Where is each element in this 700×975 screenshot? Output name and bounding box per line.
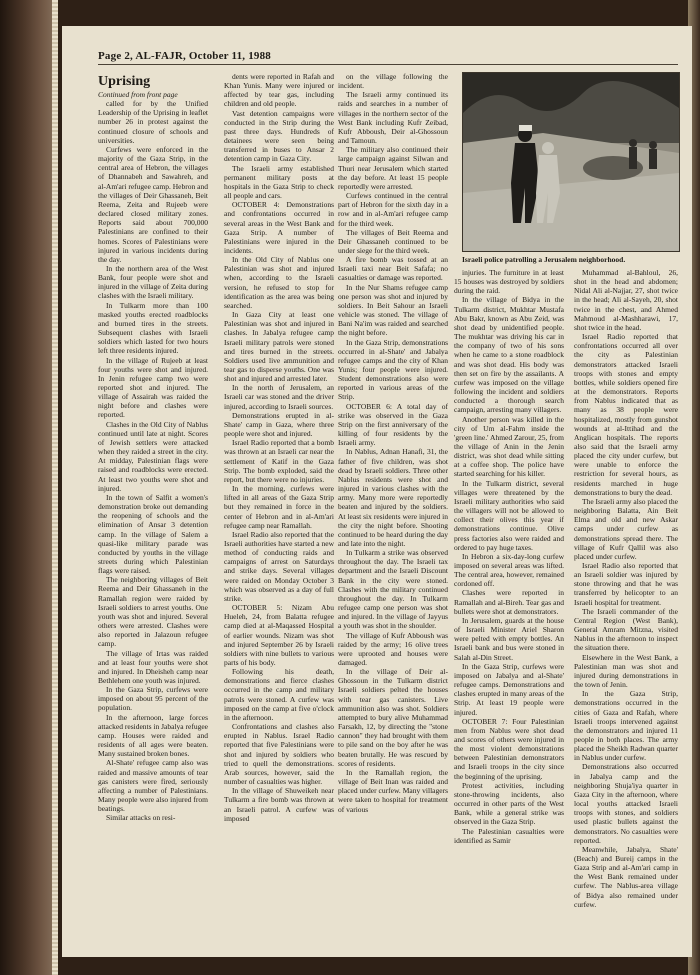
- photo-caption: Israeli police patrolling a Jerusalem neighborhood.: [462, 255, 626, 264]
- article-paragraph: In Nablus, Adnan Hanafi, 31, the father of five children, was shot dead by Israeli soldiers. Three other Nablus residents were shot and injured in various clashes with the army. Many more were reportedly beaten and injured by the soldiers. At least six residents were injured in the city the night before. Shooting continued to be heard during the day and late into the night.: [338, 447, 448, 548]
- article-paragraph: Following his death, demonstrations and fierce clashes occurred in the camp and military patrols were stoned. A curfew was imposed on the camp at five o'clock in the afternoon.: [224, 667, 334, 722]
- column-4: [454, 268, 564, 957]
- column-1-body: [98, 99, 208, 822]
- article-paragraph: In the Gaza Strip, demonstrations occurred in al-Shate' and Jabalya refugee camps and the city of Khan Yunis; four people were injured. Student demonstrations also were reported in various areas of the Strip.: [338, 337, 448, 402]
- article-paragraph: In the village of Bidya in the Tulkarm district, Mukhtar Mustafa Abu Bakr, known as Abu Zeid, was shot dead by unidentified people. The mukhtar was driving his car in the company of two of his sons when he came to a stone roadblock and was shot dead. His body was then set on fire by the assailants. A curfew was imposed on the village following the incident and soldiers conducted a thorough search campaign, arresting many villagers.: [454, 295, 564, 415]
- book-binding: [0, 0, 58, 975]
- article-paragraph: Israel Radio also reported that the Israeli authorities have started a new method of conducting raids and campaigns of arrest on Saturdays and strike days. Several villages were raided on Monday October 3 which was observed as a day of full strike.: [224, 529, 334, 603]
- article-paragraph: OCTOBER 5: Nizam Abu Hueleh, 24, from Balatta refugee camp died at al-Maqassed Hospital of earlier wounds. Nizam was shot and injured September 26 by Israeli soldiers with nine bullets to various parts of his body.: [224, 603, 334, 667]
- article-headline: Uprising: [98, 74, 151, 89]
- article-paragraph: In the Old City of Nablus one Palestinian was shot and injured when, according to the Israeli version, he refused to stop for identification as the area was being searched.: [224, 255, 334, 310]
- article-paragraph: Protest activities, including stone-throwing incidents, also occurred in other parts of the West Bank, while a general strike was observed in the Gaza Strip.: [454, 780, 564, 827]
- article-paragraph: Israel Radio also reported that an Israeli soldier was injured by stone throwing and that he was transferred by helicopter to an Israeli hospital for treatment.: [574, 561, 678, 607]
- article-paragraph: In Tulkarm a strike was observed throughout the day. The Israeli tax department and the Israeli Discount Bank in the city were stoned. Clashes with the military continued throughout the day. In Tulkarm refugee camp one person was shot and injured. In the village of Jayyus a youth was shot in the shoulder.: [338, 548, 448, 631]
- article-paragraph: Clashes were reported in Ramallah and al-Bireh. Tear gas and bullets were shot at demonstrators.: [454, 588, 564, 616]
- article-paragraph: Demonstrations erupted in al-Shate' camp in Gaza, where three people were shot and injured.: [224, 410, 334, 439]
- article-paragraph: Curfews were enforced in the majority of the Gaza Strip, in the central area of Hebron, the villages of Dhannabeh and Sawahreh, and al-Am'ari refugee camp. Hebron and the villages of Deir Ghassaneh, Beit Reema, Zeita and Rujeeb were declared closed military zones. Reports said about 700,000 Palestinians are confined to their homes. Scores of Palestinians were injured in various incidents during the day.: [98, 144, 208, 264]
- article-paragraph: The military also continued their large campaign against Silwan and Thuri near Jerusalem which started the day before. At least 15 people reportedly were arrested.: [338, 145, 448, 191]
- article-paragraph: In Jerusalem, guards at the house of Israeli Minister Ariel Sharon were pelted with empty bottles. An Israeli bank and bus were stoned in Salah al-Din Street.: [454, 615, 564, 662]
- photo-illustration: [463, 73, 679, 251]
- article-paragraph: OCTOBER 6: A total day of strike was observed in the Gaza Strip on the first anniversary of the killing of four residents by the Israeli army.: [338, 401, 448, 448]
- article-paragraph: called for by the Unified Leadership of the Uprising in leaflet number 26 in protest against the continued closure of schools and universities.: [98, 99, 208, 145]
- article-paragraph: In the northern area of the West Bank, four people were shot and injured in the village of Zeita during clashes with the Israeli military.: [98, 263, 208, 301]
- article-paragraph: A fire bomb was tossed at an Israeli taxi near Beit Safafa; no casualties or damage was reported.: [338, 255, 448, 283]
- article-paragraph: OCTOBER 4: Demonstrations and confrontations occurred in several areas in the West Bank and Gaza Strip. A number of Palestinians were injured in the incidents.: [224, 200, 334, 255]
- article-paragraph: In the north of Jerusalem, an Israeli car was stoned and the driver injured, according to Israeli sources.: [224, 383, 334, 411]
- article-paragraph: Israel Radio reported that confrontations occurred all over the city as Palestinian demonstrators attacked Israeli troops with stones and empty bottles, while soldiers opened fire at the demonstrators. Reports from Nablus indicated that as many as 38 people were hospitalized, mostly from gunshot wounds at al-Ittihad and the Anglican hospitals. The reports also said that the Israeli army placed the city under curfew, but were unable to enforce the restriction for several hours, as residents marched in huge demonstrations to bury the dead.: [574, 332, 678, 497]
- article-paragraph: The village of Kufr Abboush was raided by the army; 16 olive trees were uprooted and houses were damaged.: [338, 630, 448, 667]
- article-paragraph: In Hebron a six-day-long curfew imposed on several areas was lifted. The central area, however, remained cordoned off.: [454, 551, 564, 589]
- article-paragraph: dents were reported in Rafah and Khan Yunis. Many were injured or affected by tear gas, including children and old people.: [224, 72, 334, 109]
- article-paragraph: The Palestinian casualties were identified as Samir: [454, 826, 564, 845]
- column-3: [338, 72, 448, 942]
- article-paragraph: In Tulkarm more than 100 masked youths erected roadblocks and burned tires in the streets. Subsequent clashes with Israeli soldiers which lasted for two hours left three residents injured.: [98, 300, 208, 356]
- page-header: Page 2, AL-FAJR, October 11, 1988: [98, 50, 678, 65]
- article-paragraph: The village of Irtas was raided and at least four youths were shot and injured. In Dheisheh camp near Bethlehem one youth was injured.: [98, 648, 208, 685]
- article-paragraph: Confrontations and clashes also erupted in Nablus. Israel Radio reported that five Palestinians were shot and injured by soldiers who tried to quell the demonstrations. Arab sources, however, said the number of casualties was higher.: [224, 722, 334, 787]
- article-paragraph: In the Gaza Strip, demonstrations occurred in the cities of Gaza and Rafah, where Israeli troops intervened against the demonstrators and injured 11 people in both places. The army placed the Sheikh Radwan quarter in Nablus under curfew.: [574, 689, 678, 763]
- article-paragraph: In the village of Shuweikeh near Tulkarm a fire bomb was thrown at an Israeli patrol. A curfew was imposed: [224, 786, 334, 823]
- article-paragraph: The neighboring villages of Beit Reema and Deir Ghassaneh in the Ramallah region were raided by Israeli soldiers to arrest youths. One youth was shot and injured. Several others were arrested. Clashes were also reported in Jalazoun refugee camp.: [98, 575, 208, 649]
- column-5: [574, 268, 678, 957]
- article-paragraph: In the Gaza Strip, curfews were imposed on about 95 percent of the population.: [98, 685, 208, 713]
- article-paragraph: Another person was killed in the city of Um al-Fahm inside the 'green line.' Ahmed Zarour, 25, from the village of Anin in the Jenin district, was shot dead while sitting at a coffee shop. The police have started searching for his killer.: [454, 414, 564, 479]
- article-paragraph: In the town of Salfit a women's demonstration broke out demanding the reopening of schools and the elimination of Ansar 3 detention camp. In the village of Salem a quasi-like military parade was conducted by youths in the village streets during which Palestinian flags were raised.: [98, 492, 208, 576]
- newspaper-page: [62, 26, 692, 957]
- article-paragraph: Clashes in the Old City of Nablus continued until late at night. Scores of Jewish settlers were attacked when they raided a street in the city. At midday, Palestinian flags were raised and roadblocks were erected. At least two youths were shot and injured.: [98, 419, 208, 493]
- article-paragraph: OCTOBER 7: Four Palestinian men from Nablus were shot dead and scores of others were injured in the most violent demonstrations between Palestinian demonstrators and Israeli troops in the city since the beginning of the uprising.: [454, 716, 564, 781]
- article-paragraph: Elsewhere in the West Bank, a Palestinian man was shot and injured during demonstrations in the town of Jenin.: [574, 652, 678, 690]
- news-photo: [462, 72, 680, 264]
- article-paragraph: The Israeli army established permanent military posts at hospitals in the Gaza Strip to check all people and cars.: [224, 163, 334, 201]
- continued-note: Continued from front page: [98, 90, 178, 99]
- article-paragraph: In the Tulkarm district, several villages were threatened by the Israeli military authorities who said the villagers will not be allowed to collect their olives this year if demonstrations continue. Olive press factories also were raided and ordered to pay huge taxes.: [454, 478, 564, 552]
- article-paragraph: In the Gaza Strip, curfews were imposed on Jabalya and al-Shate' refugee camps. Demonstrations and clashes erupted in many areas of the Strip. At least 19 people were injured.: [454, 661, 564, 717]
- article-paragraph: Al-Shate' refugee camp also was raided and massive amounts of tear gas canisters were fired, seriously affecting a number of Palestinians. Many people were also injured from beatings.: [98, 758, 208, 814]
- article-paragraph: Meanwhile, Jabalya, Shate' (Beach) and Bureij camps in the Gaza Strip and al-Am'ari camp in the West Bank remained under curfew. The Nablus-area village of Bidya also remained under curfew.: [574, 844, 678, 909]
- article-paragraph: Vast detention campaigns were conducted in the Strip during the past three days. Hundreds of detainees were seen being transferred in buses to Ansar 2 detention camp in Gaza City.: [224, 108, 334, 164]
- article-paragraph: In the morning, curfews were lifted in all areas of the Gaza Strip but they remained in force in the center of Hebron and in al-Am'ari refugee camp near Ramallah.: [224, 484, 334, 530]
- article-paragraph: In the village of Rujeeb at least four youths were shot and injured. In Jenin refugee camp two were reported shot and injured. The village of Assairah was raided the night before and clashes were reported.: [98, 355, 208, 420]
- column-2: [224, 72, 334, 942]
- article-paragraph: In the Ramallah region, the village of Beit Inan was raided and placed under curfew. Many villagers were taken to hospital for treatment of various: [338, 767, 448, 814]
- article-paragraph: Muhammad al-Bahloul, 26, shot in the head and abdomen; Nidal Ali al-Najjar, 27, shot twice in the head; Ali al-Sayeh, 20, shot twice in the chest, and Ahmed Mahmoud al-Mashharawi, 17, shot twice in the head.: [574, 268, 678, 332]
- article-paragraph: In Gaza City at least one Palestinian was shot and injured in clashes. In Jabalya refugee camp Israeli military patrols were stoned and tires burned in the streets. Soldiers used live ammunition and tear gas to disperse youths. One was shot and injured and arrested later.: [224, 310, 334, 384]
- article-paragraph: Israel Radio reported that a bomb was thrown at an Israeli car near the settlement of Katif in the Gaza Strip. The bomb exploded, said the report, but there were no injuries.: [224, 438, 334, 484]
- article-paragraph: The Israeli army also placed the neighboring Balatta, Ain Beit Elma and old and new Askar camps under curfew as demonstrations spread there. The village of Kufr Qallil was also placed under curfew.: [574, 496, 678, 561]
- article-paragraph: The Israeli commander of the Central Region (West Bank), General Amram Mitzna, visited Nablus in the afternoon to inspect the situation there.: [574, 606, 678, 653]
- article-paragraph: injuries. The furniture in at least 15 houses was destroyed by soldiers during the raid.: [454, 268, 564, 296]
- article-paragraph: In the afternoon, large forces attacked residents in Jabalya refugee camp. Houses were raided and residents of all ages were beaten. Many sustained broken bones.: [98, 712, 208, 759]
- article-paragraph: In the village of Deir al-Ghossoun in the Tulkarm district Israeli soldiers pelted the houses with tear gas canisters. Live ammunition also was shot. Soldiers attempted to bury alive Muhammad Farsakh, 12, by directing the "stone cannon" they had brought with them to pile sand on the boy after he was beaten brutally. He was rescued by scores of residents.: [338, 667, 448, 768]
- article-paragraph: Demonstrations also occurred in Jabalya camp and the neighboring Shuja'iya quarter in Gaza City in the afternoon, where local youths attacked Israeli troops with stones, and soldiers used plastic bullets against the demonstrators. No casualties were reported.: [574, 762, 678, 845]
- article-paragraph: In the Nur Shams refugee camp one person was shot and injured by soldiers. In Beit Sahour an Israeli vehicle was stoned. The village of Bani Na'im was raided and searched the night before.: [338, 282, 448, 338]
- article-paragraph: The villages of Beit Reema and Deir Ghassaneh continued to be under siege for the third week.: [338, 227, 448, 255]
- article-paragraph: Curfews continued in the central part of Hebron for the sixth day in a row and in al-Am'ari refugee camp for the third week.: [338, 191, 448, 228]
- column-1: [98, 74, 208, 944]
- article-paragraph: The Israeli army continued its raids and searches in a number of villages in the northern sector of the West Bank including Kufr Zeibad, Kufr Abboush, Deir al-Ghossoun and Tamoun.: [338, 90, 448, 146]
- article-paragraph: on the village following the incident.: [338, 72, 448, 91]
- article-paragraph: Similar attacks on resi-: [106, 813, 176, 823]
- photo-image: [462, 72, 680, 252]
